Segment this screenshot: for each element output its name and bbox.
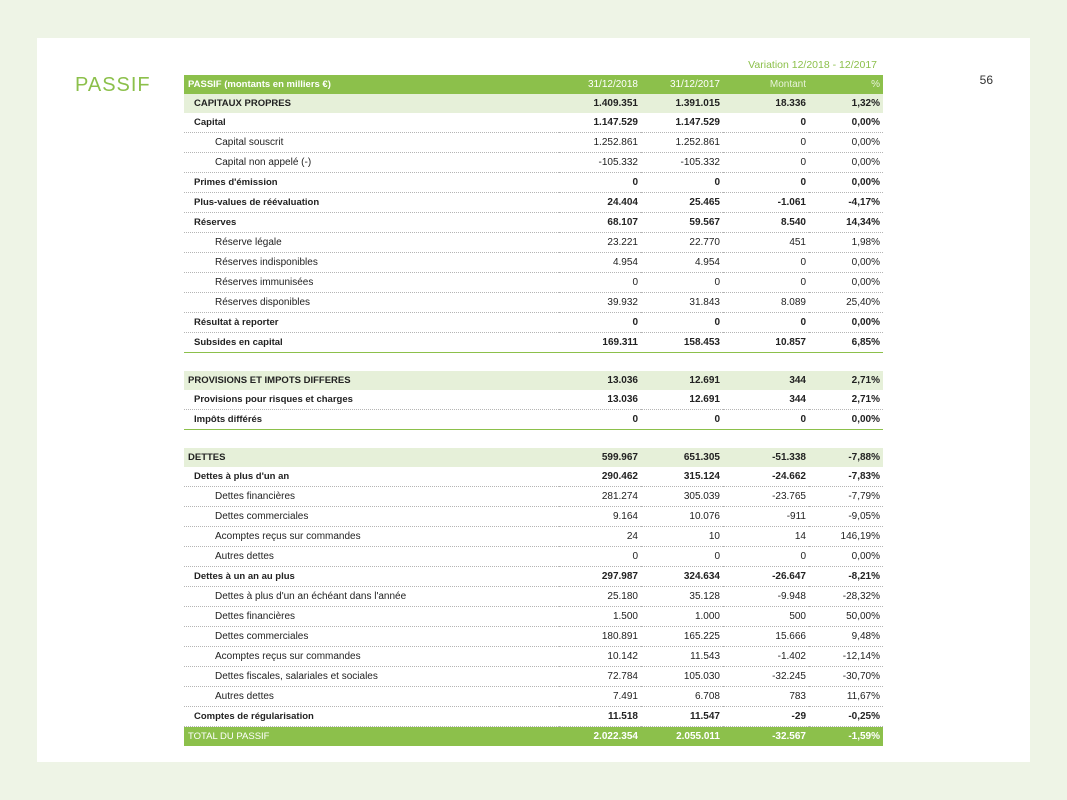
table-row bbox=[184, 113, 883, 133]
value-2017: 0 bbox=[641, 173, 723, 193]
value-montant: -9.948 bbox=[723, 587, 809, 607]
value-2017: 0 bbox=[641, 410, 723, 430]
section-row-provisions bbox=[184, 371, 883, 390]
row-label: Capital non appelé (-) bbox=[184, 153, 559, 173]
table-row bbox=[184, 627, 883, 647]
table-row bbox=[184, 173, 883, 193]
row-label: Réserve légale bbox=[184, 233, 559, 253]
table-row bbox=[184, 410, 883, 430]
table-row bbox=[184, 487, 883, 507]
row-label: Réserves bbox=[184, 213, 559, 233]
value-2018: 2.022.354 bbox=[559, 727, 641, 747]
value-percent: 2,71% bbox=[809, 371, 883, 390]
table-row bbox=[184, 193, 883, 213]
value-montant: 0 bbox=[723, 410, 809, 430]
value-montant: -29 bbox=[723, 707, 809, 727]
value-2018: 180.891 bbox=[559, 627, 641, 647]
row-label: Dettes financières bbox=[184, 607, 559, 627]
value-percent: 0,00% bbox=[809, 547, 883, 567]
table-row bbox=[184, 567, 883, 587]
table-row bbox=[184, 333, 883, 353]
header-montant: Montant bbox=[723, 75, 809, 94]
table-row bbox=[184, 313, 883, 333]
value-percent: 0,00% bbox=[809, 133, 883, 153]
row-label: Acomptes reçus sur commandes bbox=[184, 647, 559, 667]
value-2017: 11.547 bbox=[641, 707, 723, 727]
row-label: Dettes commerciales bbox=[184, 627, 559, 647]
value-2017: 1.252.861 bbox=[641, 133, 723, 153]
value-percent: 9,48% bbox=[809, 627, 883, 647]
value-montant: 344 bbox=[723, 390, 809, 410]
value-percent: -9,05% bbox=[809, 507, 883, 527]
row-label: Capital bbox=[184, 113, 559, 133]
value-2017: 11.543 bbox=[641, 647, 723, 667]
row-label: Réserves immunisées bbox=[184, 273, 559, 293]
value-2018: 24.404 bbox=[559, 193, 641, 213]
value-2018: 0 bbox=[559, 313, 641, 333]
value-2018: 0 bbox=[559, 173, 641, 193]
table-row bbox=[184, 253, 883, 273]
value-percent: 0,00% bbox=[809, 313, 883, 333]
value-2017: 1.391.015 bbox=[641, 94, 723, 113]
value-montant: 783 bbox=[723, 687, 809, 707]
table-row bbox=[184, 707, 883, 727]
table-row bbox=[184, 587, 883, 607]
table-row bbox=[184, 467, 883, 487]
value-percent: -7,79% bbox=[809, 487, 883, 507]
value-montant: 0 bbox=[723, 547, 809, 567]
value-2018: 23.221 bbox=[559, 233, 641, 253]
value-montant: 18.336 bbox=[723, 94, 809, 113]
value-2017: 0 bbox=[641, 273, 723, 293]
value-2018: 68.107 bbox=[559, 213, 641, 233]
value-montant: 0 bbox=[723, 313, 809, 333]
row-label: Impôts différés bbox=[184, 410, 559, 430]
value-montant: -24.662 bbox=[723, 467, 809, 487]
table-row bbox=[184, 390, 883, 410]
value-2017: 35.128 bbox=[641, 587, 723, 607]
value-percent: 0,00% bbox=[809, 410, 883, 430]
table-row bbox=[184, 687, 883, 707]
row-label: Dettes commerciales bbox=[184, 507, 559, 527]
page-number: 56 bbox=[979, 73, 993, 87]
value-2018: 1.252.861 bbox=[559, 133, 641, 153]
value-percent: 1,98% bbox=[809, 233, 883, 253]
value-2018: -105.332 bbox=[559, 153, 641, 173]
value-montant: 0 bbox=[723, 153, 809, 173]
value-2018: 281.274 bbox=[559, 487, 641, 507]
row-label: Dettes à un an au plus bbox=[184, 567, 559, 587]
value-montant: -32.245 bbox=[723, 667, 809, 687]
table-row bbox=[184, 213, 883, 233]
row-label: Primes d'émission bbox=[184, 173, 559, 193]
value-percent: 0,00% bbox=[809, 113, 883, 133]
value-2017: 10.076 bbox=[641, 507, 723, 527]
value-percent: 0,00% bbox=[809, 173, 883, 193]
value-montant: 0 bbox=[723, 113, 809, 133]
value-2018: 599.967 bbox=[559, 448, 641, 467]
value-2017: 165.225 bbox=[641, 627, 723, 647]
value-montant: 0 bbox=[723, 253, 809, 273]
value-2017: 4.954 bbox=[641, 253, 723, 273]
value-montant: 0 bbox=[723, 173, 809, 193]
row-label: TOTAL DU PASSIF bbox=[184, 727, 559, 747]
value-2018: 24 bbox=[559, 527, 641, 547]
value-2018: 1.147.529 bbox=[559, 113, 641, 133]
value-percent: -12,14% bbox=[809, 647, 883, 667]
row-label: Résultat à reporter bbox=[184, 313, 559, 333]
value-2018: 25.180 bbox=[559, 587, 641, 607]
value-2017: 158.453 bbox=[641, 333, 723, 353]
value-2018: 72.784 bbox=[559, 667, 641, 687]
value-percent: -30,70% bbox=[809, 667, 883, 687]
row-label: Capital souscrit bbox=[184, 133, 559, 153]
value-montant: 500 bbox=[723, 607, 809, 627]
value-2017: 10 bbox=[641, 527, 723, 547]
value-montant: -32.567 bbox=[723, 727, 809, 747]
value-montant: 14 bbox=[723, 527, 809, 547]
value-2017: 25.465 bbox=[641, 193, 723, 213]
value-2018: 10.142 bbox=[559, 647, 641, 667]
spacer-row bbox=[184, 353, 883, 372]
header-label: PASSIF (montants en milliers €) bbox=[184, 75, 559, 94]
value-2018: 4.954 bbox=[559, 253, 641, 273]
value-2017: -105.332 bbox=[641, 153, 723, 173]
table-row bbox=[184, 507, 883, 527]
value-2018: 0 bbox=[559, 273, 641, 293]
value-montant: -1.061 bbox=[723, 193, 809, 213]
row-label: Dettes à plus d'un an échéant dans l'année bbox=[184, 587, 559, 607]
value-percent: -4,17% bbox=[809, 193, 883, 213]
value-2018: 297.987 bbox=[559, 567, 641, 587]
row-label: DETTES bbox=[184, 448, 559, 467]
value-2017: 22.770 bbox=[641, 233, 723, 253]
row-label: Autres dettes bbox=[184, 547, 559, 567]
value-percent: 0,00% bbox=[809, 153, 883, 173]
table-row bbox=[184, 667, 883, 687]
value-percent: -1,59% bbox=[809, 727, 883, 747]
variation-label: Variation 12/2018 - 12/2017 bbox=[748, 59, 877, 71]
row-label: Dettes fiscales, salariales et sociales bbox=[184, 667, 559, 687]
value-2017: 12.691 bbox=[641, 371, 723, 390]
page-title: PASSIF bbox=[75, 74, 151, 96]
value-montant: 8.089 bbox=[723, 293, 809, 313]
value-percent: 1,32% bbox=[809, 94, 883, 113]
value-2017: 31.843 bbox=[641, 293, 723, 313]
value-2017: 324.634 bbox=[641, 567, 723, 587]
table-row bbox=[184, 153, 883, 173]
value-montant: 451 bbox=[723, 233, 809, 253]
value-2017: 2.055.011 bbox=[641, 727, 723, 747]
value-percent: 0,00% bbox=[809, 273, 883, 293]
value-montant: 15.666 bbox=[723, 627, 809, 647]
value-2018: 1.409.351 bbox=[559, 94, 641, 113]
value-montant: 10.857 bbox=[723, 333, 809, 353]
row-label: CAPITAUX PROPRES bbox=[184, 94, 559, 113]
value-2017: 0 bbox=[641, 313, 723, 333]
value-percent: 11,67% bbox=[809, 687, 883, 707]
row-label: Dettes à plus d'un an bbox=[184, 467, 559, 487]
row-label: Dettes financières bbox=[184, 487, 559, 507]
table-row bbox=[184, 607, 883, 627]
table-row bbox=[184, 647, 883, 667]
value-2017: 1.147.529 bbox=[641, 113, 723, 133]
value-montant: 0 bbox=[723, 273, 809, 293]
value-montant: -1.402 bbox=[723, 647, 809, 667]
total-row bbox=[184, 727, 883, 747]
row-label: Réserves disponibles bbox=[184, 293, 559, 313]
value-montant: -51.338 bbox=[723, 448, 809, 467]
table-row bbox=[184, 273, 883, 293]
value-2018: 9.164 bbox=[559, 507, 641, 527]
value-2017: 0 bbox=[641, 547, 723, 567]
spacer-row bbox=[184, 430, 883, 449]
value-percent: 146,19% bbox=[809, 527, 883, 547]
value-2018: 290.462 bbox=[559, 467, 641, 487]
value-percent: -7,88% bbox=[809, 448, 883, 467]
value-2018: 0 bbox=[559, 410, 641, 430]
value-montant: 0 bbox=[723, 133, 809, 153]
value-percent: 50,00% bbox=[809, 607, 883, 627]
row-label: Subsides en capital bbox=[184, 333, 559, 353]
table-row bbox=[184, 527, 883, 547]
value-2018: 39.932 bbox=[559, 293, 641, 313]
value-2018: 13.036 bbox=[559, 371, 641, 390]
value-percent: -8,21% bbox=[809, 567, 883, 587]
value-2017: 59.567 bbox=[641, 213, 723, 233]
row-label: Comptes de régularisation bbox=[184, 707, 559, 727]
value-2017: 651.305 bbox=[641, 448, 723, 467]
table-row bbox=[184, 547, 883, 567]
row-label: Autres dettes bbox=[184, 687, 559, 707]
row-label: Plus-values de réévaluation bbox=[184, 193, 559, 213]
value-2018: 7.491 bbox=[559, 687, 641, 707]
section-row-dettes bbox=[184, 448, 883, 467]
value-2018: 169.311 bbox=[559, 333, 641, 353]
header-2018: 31/12/2018 bbox=[559, 75, 641, 94]
table-row bbox=[184, 293, 883, 313]
value-percent: 14,34% bbox=[809, 213, 883, 233]
table-row bbox=[184, 133, 883, 153]
value-percent: 2,71% bbox=[809, 390, 883, 410]
value-percent: -28,32% bbox=[809, 587, 883, 607]
value-2017: 105.030 bbox=[641, 667, 723, 687]
value-2018: 11.518 bbox=[559, 707, 641, 727]
value-2017: 6.708 bbox=[641, 687, 723, 707]
table-row bbox=[184, 233, 883, 253]
section-row-capitaux-propres bbox=[184, 94, 883, 113]
value-montant: 344 bbox=[723, 371, 809, 390]
row-label: PROVISIONS ET IMPOTS DIFFERES bbox=[184, 371, 559, 390]
value-percent: 0,00% bbox=[809, 253, 883, 273]
value-percent: 25,40% bbox=[809, 293, 883, 313]
row-label: Réserves indisponibles bbox=[184, 253, 559, 273]
value-2017: 12.691 bbox=[641, 390, 723, 410]
value-2017: 305.039 bbox=[641, 487, 723, 507]
value-2017: 1.000 bbox=[641, 607, 723, 627]
header-2017: 31/12/2017 bbox=[641, 75, 723, 94]
row-label: Acomptes reçus sur commandes bbox=[184, 527, 559, 547]
table-header bbox=[184, 75, 883, 94]
value-percent: -7,83% bbox=[809, 467, 883, 487]
row-label: Provisions pour risques et charges bbox=[184, 390, 559, 410]
passif-table bbox=[184, 75, 883, 746]
value-montant: -911 bbox=[723, 507, 809, 527]
value-2018: 13.036 bbox=[559, 390, 641, 410]
document-page bbox=[37, 38, 1030, 762]
value-2018: 0 bbox=[559, 547, 641, 567]
value-2017: 315.124 bbox=[641, 467, 723, 487]
value-percent: 6,85% bbox=[809, 333, 883, 353]
value-percent: -0,25% bbox=[809, 707, 883, 727]
value-montant: -23.765 bbox=[723, 487, 809, 507]
value-2018: 1.500 bbox=[559, 607, 641, 627]
value-montant: -26.647 bbox=[723, 567, 809, 587]
value-montant: 8.540 bbox=[723, 213, 809, 233]
header-percent: % bbox=[809, 75, 883, 94]
